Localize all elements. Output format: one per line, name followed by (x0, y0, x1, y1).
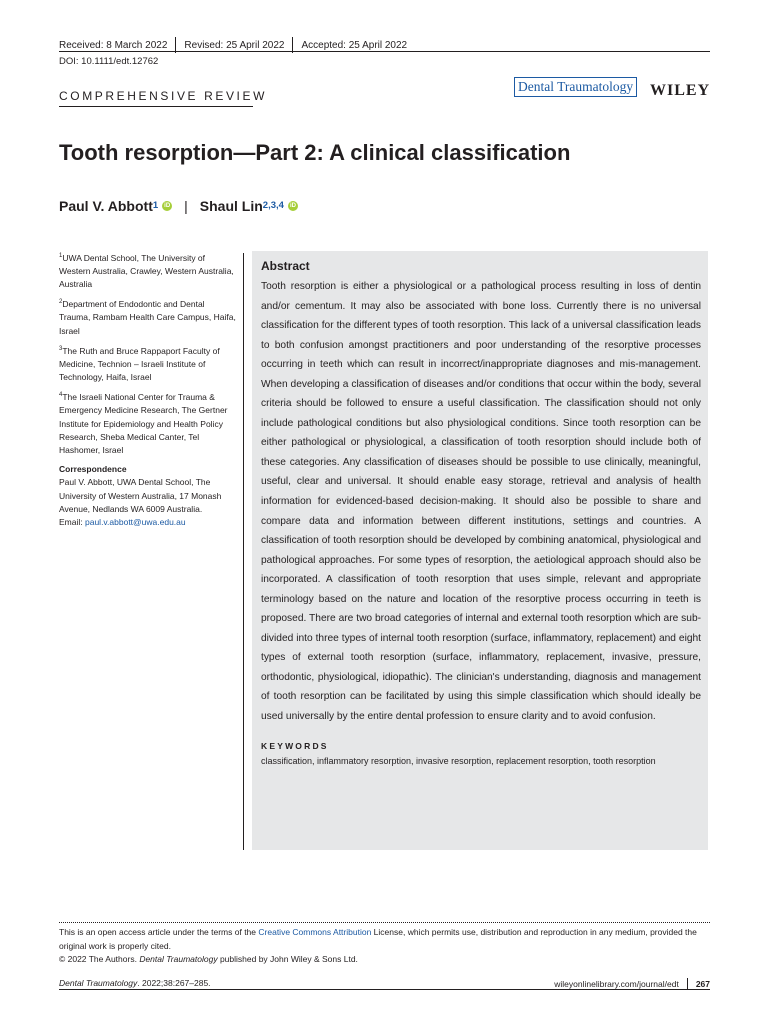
license-note (59, 926, 710, 967)
copyright-statement (59, 953, 710, 967)
orcid-icon[interactable]: iD (289, 203, 296, 209)
copyright-text: published by John Wiley & Sons Ltd. (217, 954, 358, 964)
revised-date: Revised: 25 April 2022 (184, 39, 285, 51)
email-label: Email: (59, 516, 83, 527)
orcid-icon[interactable]: iD (164, 203, 171, 209)
received-date: Received: 8 March 2022 (59, 39, 168, 51)
publisher-logo[interactable]: WILEY (650, 82, 711, 99)
author-affiliation-ref[interactable]: 1 (152, 199, 159, 211)
license-link[interactable]: Creative Commons Attribution (258, 927, 372, 937)
abstract-box (252, 251, 708, 850)
footer-rule (59, 989, 710, 990)
doi[interactable]: DOI: 10.1111/edt.12762 (59, 56, 159, 67)
author-list (59, 198, 298, 214)
section-label: COMPREHENSIVE REVIEW (59, 89, 268, 103)
affiliation (59, 343, 237, 384)
journal-url[interactable]: wileyonlinelibrary.com/journal/edt (554, 979, 679, 989)
copyright-text: © 2022 The Authors. (59, 954, 140, 964)
keywords-heading: KEYWORDS (261, 740, 329, 751)
column-divider (243, 253, 244, 850)
citation (59, 978, 211, 988)
accepted-date: Accepted: 25 April 2022 (301, 39, 408, 51)
correspondence-heading: Correspondence (59, 464, 127, 475)
abstract-text: Tooth resorption is either a physiological or a pathological process resulting in loss of dentin and/or cementum. It may also be associated with bone loss. Currently there is no universal classification for the different types of tooth resorption. This lack of a universal classification leads to both confusion amongst practitioners and poor understanding of the resorptive processes occurring in teeth which can result in incorrect/inappropriate diagnoses and mis-management. When developing a classification of diseases and/or conditions that occur within the body, several criteria should be followed to ensure a useful classification. The classification should not only include pathological conditions but also physiological conditions. Since tooth resorption can be either pathological or physiological, a classification of tooth resorption should include both of these categories. Any classification of diseases should be possible to use clinically, meaningful, useful, clear and universal. It should enable easy storage, retrieval and analysis of health information for evidenced-based decision-making. It should also be possible to share and compare data and information between different institutions, settings and countries. A classification of tooth resorption should be developed by combining anatomical, physiological and pathological approaches. For some types of resorption, the aetiological approach should also be incorporated. A classification of tooth resorption that uses simple, relevant and appropriate terminology based on the nature and location of the resorptive process occurring in teeth is proposed. There are two broad categories of internal and external tooth resorption which are sub-divided into three types of internal tooth resorption (surface, inflammatory, replacement) and eight types of external tooth resorption (surface, inflammatory, replacement, invasive, pressure, orthodontic, physiological, idiopathic). The clinician's understanding, diagnosis and management of tooth resorption can be facilitated by using this simple classification which should ideally be used universally by the entire dental profession to ensure clarity and to avoid confusion. (261, 281, 701, 723)
footnote-divider (59, 922, 710, 923)
open-access-statement (59, 926, 710, 953)
email-link[interactable]: paul.v.abbott@uwa.edu.au (85, 516, 186, 527)
affiliation (59, 389, 237, 457)
affiliation-text: Department of Endodontic and Dental Trauma, Rambam Health Care Campus, Haifa, Israel (59, 299, 236, 336)
affiliations-column (59, 250, 237, 529)
author-affiliation-ref[interactable]: 2,3,4 (262, 199, 284, 211)
section-underline (59, 106, 253, 107)
page-number: 267 (695, 979, 710, 989)
affiliation-number: 4 (59, 392, 63, 399)
copyright-journal: Dental Traumatology (139, 954, 218, 964)
abstract-heading: Abstract (261, 259, 310, 273)
author-separator: | (184, 198, 188, 214)
affiliation-number: 1 (59, 253, 63, 259)
affiliation (59, 296, 237, 337)
affiliation-text: The Ruth and Bruce Rappaport Faculty of Medicine, Technion – Israeli Institute of Technology, Haifa, Israel (59, 345, 220, 383)
affiliation-number: 2 (59, 299, 63, 306)
citation-journal: Dental Traumatology (59, 978, 138, 988)
header-rule (59, 51, 710, 52)
citation-details: . 2022;38:267–285. (137, 978, 211, 988)
oa-text: This is an open access article under the terms of the (59, 927, 259, 937)
correspondence-text: Paul V. Abbott, UWA Dental School, The University of Western Australia, 17 Monash Avenue, Nedlands WA 6009 Australia. (59, 477, 222, 514)
author-name[interactable]: Paul V. Abbott (59, 198, 153, 214)
author-name[interactable]: Shaul Lin (199, 198, 263, 214)
keywords-text: classification, inflammatory resorption, invasive resorption, replacement resorption, tooth resorption (261, 755, 656, 766)
affiliation-text: UWA Dental School, The University of Western Australia, Crawley, Western Australia, Australia (59, 252, 234, 290)
correspondence-email (59, 516, 237, 529)
journal-logo[interactable]: Dental Traumatology (514, 77, 637, 97)
affiliation (59, 250, 237, 291)
article-title: Tooth resorption—Part 2: A clinical classification (59, 140, 571, 165)
affiliation-text: The Israeli National Center for Trauma & Emergency Medicine Research, The Gertner Institute for Epidemiology and Health Policy Research, Sheba Medical Canter, Tel Hashomer, Israel (59, 392, 228, 455)
affiliation-number: 3 (59, 345, 63, 352)
oa-text: License, which permits use, distribution and reproduction in any medium, provided the original work is properly cited. (59, 927, 697, 951)
